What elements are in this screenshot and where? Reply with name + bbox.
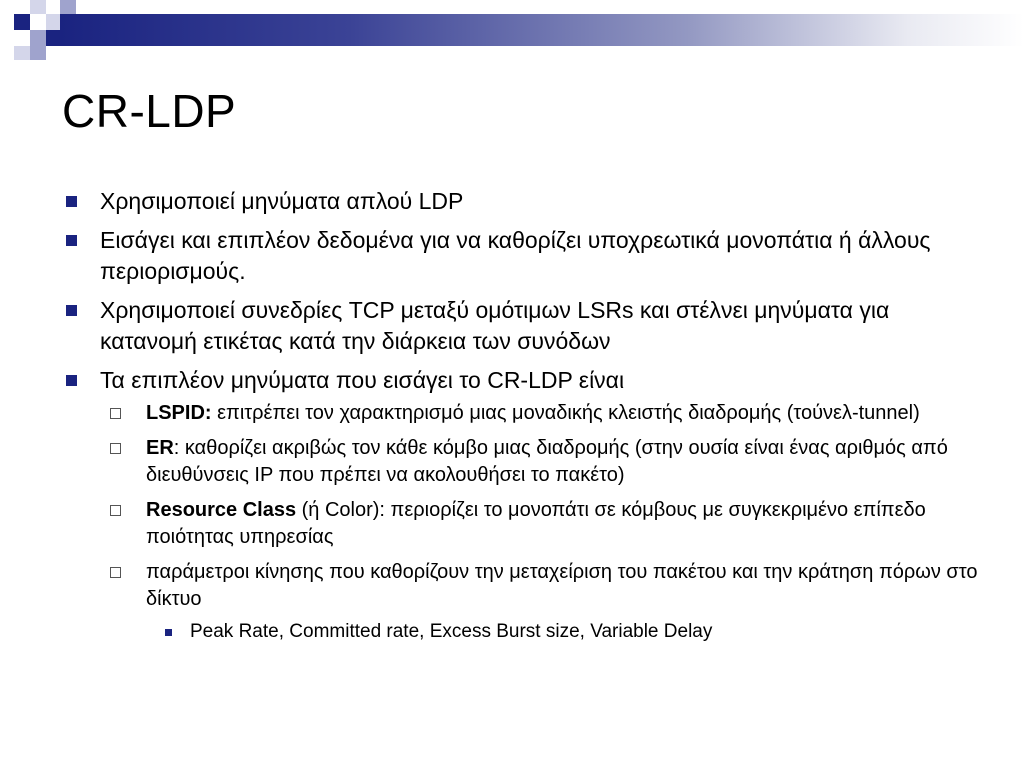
decor-square (14, 14, 30, 30)
subsubbullet-item (163, 619, 980, 645)
bullet-text: Χρησιμοποιεί συνεδρίες TCP μεταξύ ομότιμων LSRs και στέλνει μηνύματα για κατανομή ετικέτας κατά την διάρκεια των συνόδων (100, 297, 890, 354)
decor-square (60, 0, 76, 14)
bullet-item (60, 365, 980, 396)
square-bullet-icon (66, 196, 77, 207)
square-bullet-icon (66, 375, 77, 386)
subbullet-text: παράμετροι κίνησης που καθορίζουν την μεταχείριση του πακέτου και την κράτηση πόρων στο δίκτυο (146, 561, 978, 610)
subbullet-term: LSPID: (146, 402, 212, 424)
decor-square (30, 30, 46, 46)
decor-square (30, 0, 46, 14)
subbullet-item (107, 497, 980, 551)
small-square-bullet-icon (165, 629, 172, 636)
hollow-square-bullet-icon (110, 567, 121, 578)
decor-square (46, 14, 60, 30)
subbullet-term: ER (146, 437, 174, 459)
subbullet-item (107, 559, 980, 613)
decor-square (46, 30, 60, 46)
subbullet-text: (ή Color): περιορίζει το μονοπάτι σε κόμβους με συγκεκριμένο επίπεδο ποιότητας υπηρεσίας (146, 499, 926, 548)
subsubbullet-text: Peak Rate, Committed rate, Excess Burst size, Variable Delay (190, 621, 713, 642)
decor-square (14, 46, 30, 60)
subbullet-text: επιτρέπει τον χαρακτηρισμό μιας μοναδικής κλειστής διαδρομής (τούνελ-tunnel) (211, 402, 920, 424)
subbullet-text: : καθορίζει ακριβώς τον κάθε κόμβο μιας διαδρομής (στην ουσία είναι ένας αριθμός από διευθύνσεις IP που πρέπει να ακολουθήσει το πακέτο) (146, 437, 948, 486)
hollow-square-bullet-icon (110, 505, 121, 516)
bullet-item (60, 295, 980, 357)
bullet-text: Τα επιπλέον μηνύματα που εισάγει το CR-LDP είναι (100, 367, 625, 393)
subbullet-item (107, 400, 980, 427)
hollow-square-bullet-icon (110, 443, 121, 454)
slide-title: CR-LDP (62, 85, 237, 137)
title-decoration (0, 0, 1024, 70)
bullet-item (60, 225, 980, 287)
bullet-text: Εισάγει και επιπλέον δεδομένα για να καθορίζει υποχρεωτικά μονοπάτια ή άλλους περιορισμούς. (100, 227, 931, 284)
gradient-band (60, 14, 1024, 46)
slide-content (60, 186, 980, 645)
subbullet-term: Resource Class (146, 499, 297, 521)
decor-square (30, 46, 46, 60)
bullet-item (60, 186, 980, 217)
subbullet-item (107, 435, 980, 489)
square-bullet-icon (66, 305, 77, 316)
bullet-text: Χρησιμοποιεί μηνύματα απλού LDP (100, 188, 464, 214)
square-bullet-icon (66, 235, 77, 246)
hollow-square-bullet-icon (110, 408, 121, 419)
